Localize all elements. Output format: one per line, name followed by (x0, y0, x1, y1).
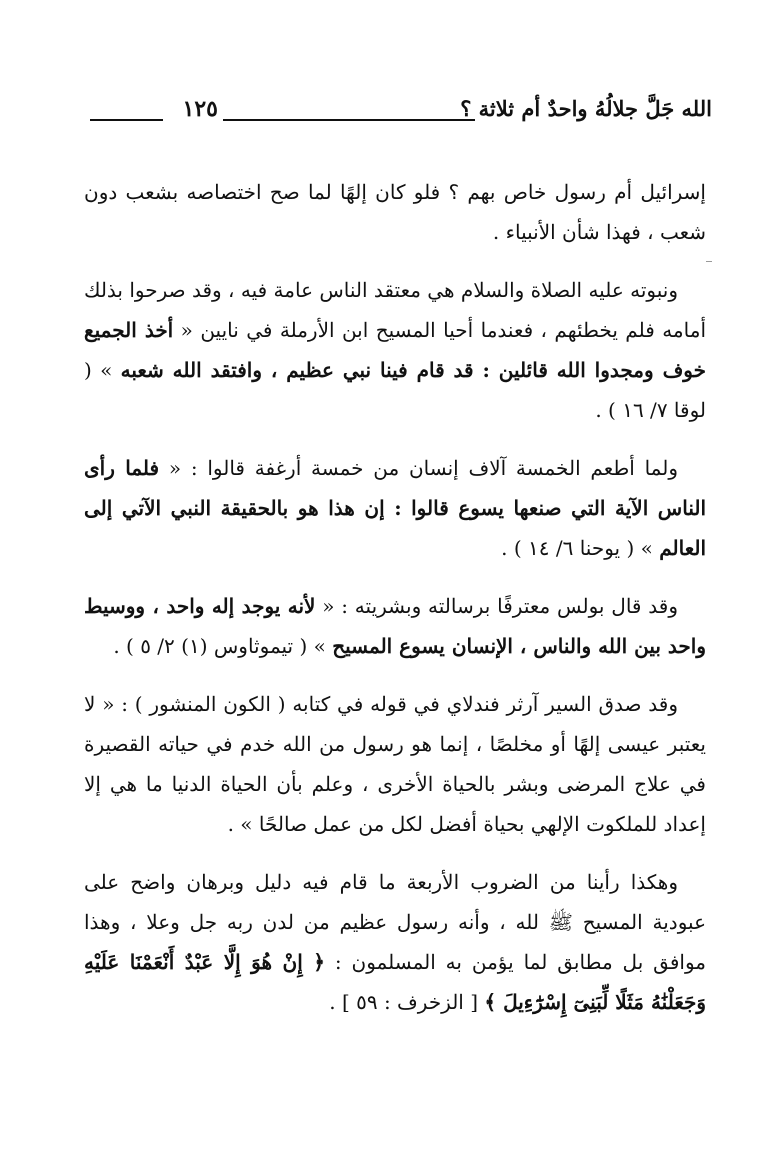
quotation-bold: أخذ الجميع خوف ومجدوا الله قائلين : قد قام فينا نبي عظيم ، وافتقد الله شعبه (84, 318, 706, 382)
paragraph (84, 448, 706, 568)
page-number: ١٢٥ (182, 96, 218, 122)
paragraph-text: ولما أطعم الخمسة آلاف إنسان من خمسة أرغفة قالوا : « (159, 456, 678, 480)
paragraph-text: إسرائيل أم رسول خاص بهم ؟ فلو كان إلهًا لما صح اختصاصه بشعب دون شعب ، فهذا شأن الأنبياء . (84, 180, 706, 244)
quotation-bold: لأنه يوجد إله واحد ، ووسيط واحد بين الله والناس ، الإنسان يسوع المسيح (84, 594, 706, 658)
paragraph-text: وقد قال بولس معترفًا برسالته وبشريته : « (315, 594, 678, 618)
paragraph (84, 586, 706, 666)
header-rule (223, 119, 475, 121)
paragraph-text: وقد صدق السير آرثر فندلاي في قوله في كتابه ( الكون المنشور ) : « لا يعتبر عيسى إلهًا أو مخلصًا ، إنما هو رسول من الله خدم في حياته القصيرة في علاج المرضى وبشر بالحياة الأخرى ، وعلم بأن الحياة الدنيا ما هي إلا إعداد للملكوت الإلهي بحياة أفضل لكل من عمل صالحًا » . (84, 692, 706, 836)
running-header (90, 96, 712, 130)
paragraph (84, 172, 706, 252)
paragraph-text: ونبوته عليه الصلاة والسلام هي معتقد الناس عامة فيه ، وقد صرحوا بذلك أمامه فلم يخطئهم ، فعندما أحيا المسيح ابن الأرملة في نايين « (83, 278, 707, 342)
margin-mark (706, 261, 712, 262)
paragraph (84, 862, 706, 1022)
quotation-bold: فلما رأى الناس الآية التي صنعها يسوع قالوا : إن هذا هو بالحقيقة النبي الآتي إلى العالم (84, 456, 706, 560)
chapter-title: الله جَلَّ جلالُهُ واحدٌ أم ثلاثة ؟ (460, 96, 712, 121)
paragraph-text: وهكذا رأينا من الضروب الأربعة ما قام فيه دليل وبرهان واضح على عبودية المسيح ﷺ لله ، وأنه رسول عظيم من لدن ربه جل وعلا ، وهذا موافق بل مطابق لما يؤمن به المسلمون : (84, 870, 707, 974)
quran-verse: ﴿ إِنْ هُوَ إِلَّا عَبْدٌ أَنْعَمْنَا عَلَيْهِ وَجَعَلْنَٰهُ مَثَلًا لِّبَنِىٓ إِسْرَٰٓءِيلَ ﴾ (84, 950, 706, 1014)
citation: » ( يوحنا ٦/ ١٤ ) . (501, 536, 660, 560)
paragraph (84, 270, 706, 430)
citation: [ الزخرف : ٥٩ ] . (329, 990, 485, 1014)
citation: » ( تيموثاوس (١) ٢/ ٥ ) . (113, 634, 333, 658)
page-body (84, 172, 706, 1040)
citation: » ( لوقا ٧/ ١٦ ) . (84, 358, 706, 422)
paragraph (84, 684, 706, 844)
header-rule (90, 119, 163, 121)
